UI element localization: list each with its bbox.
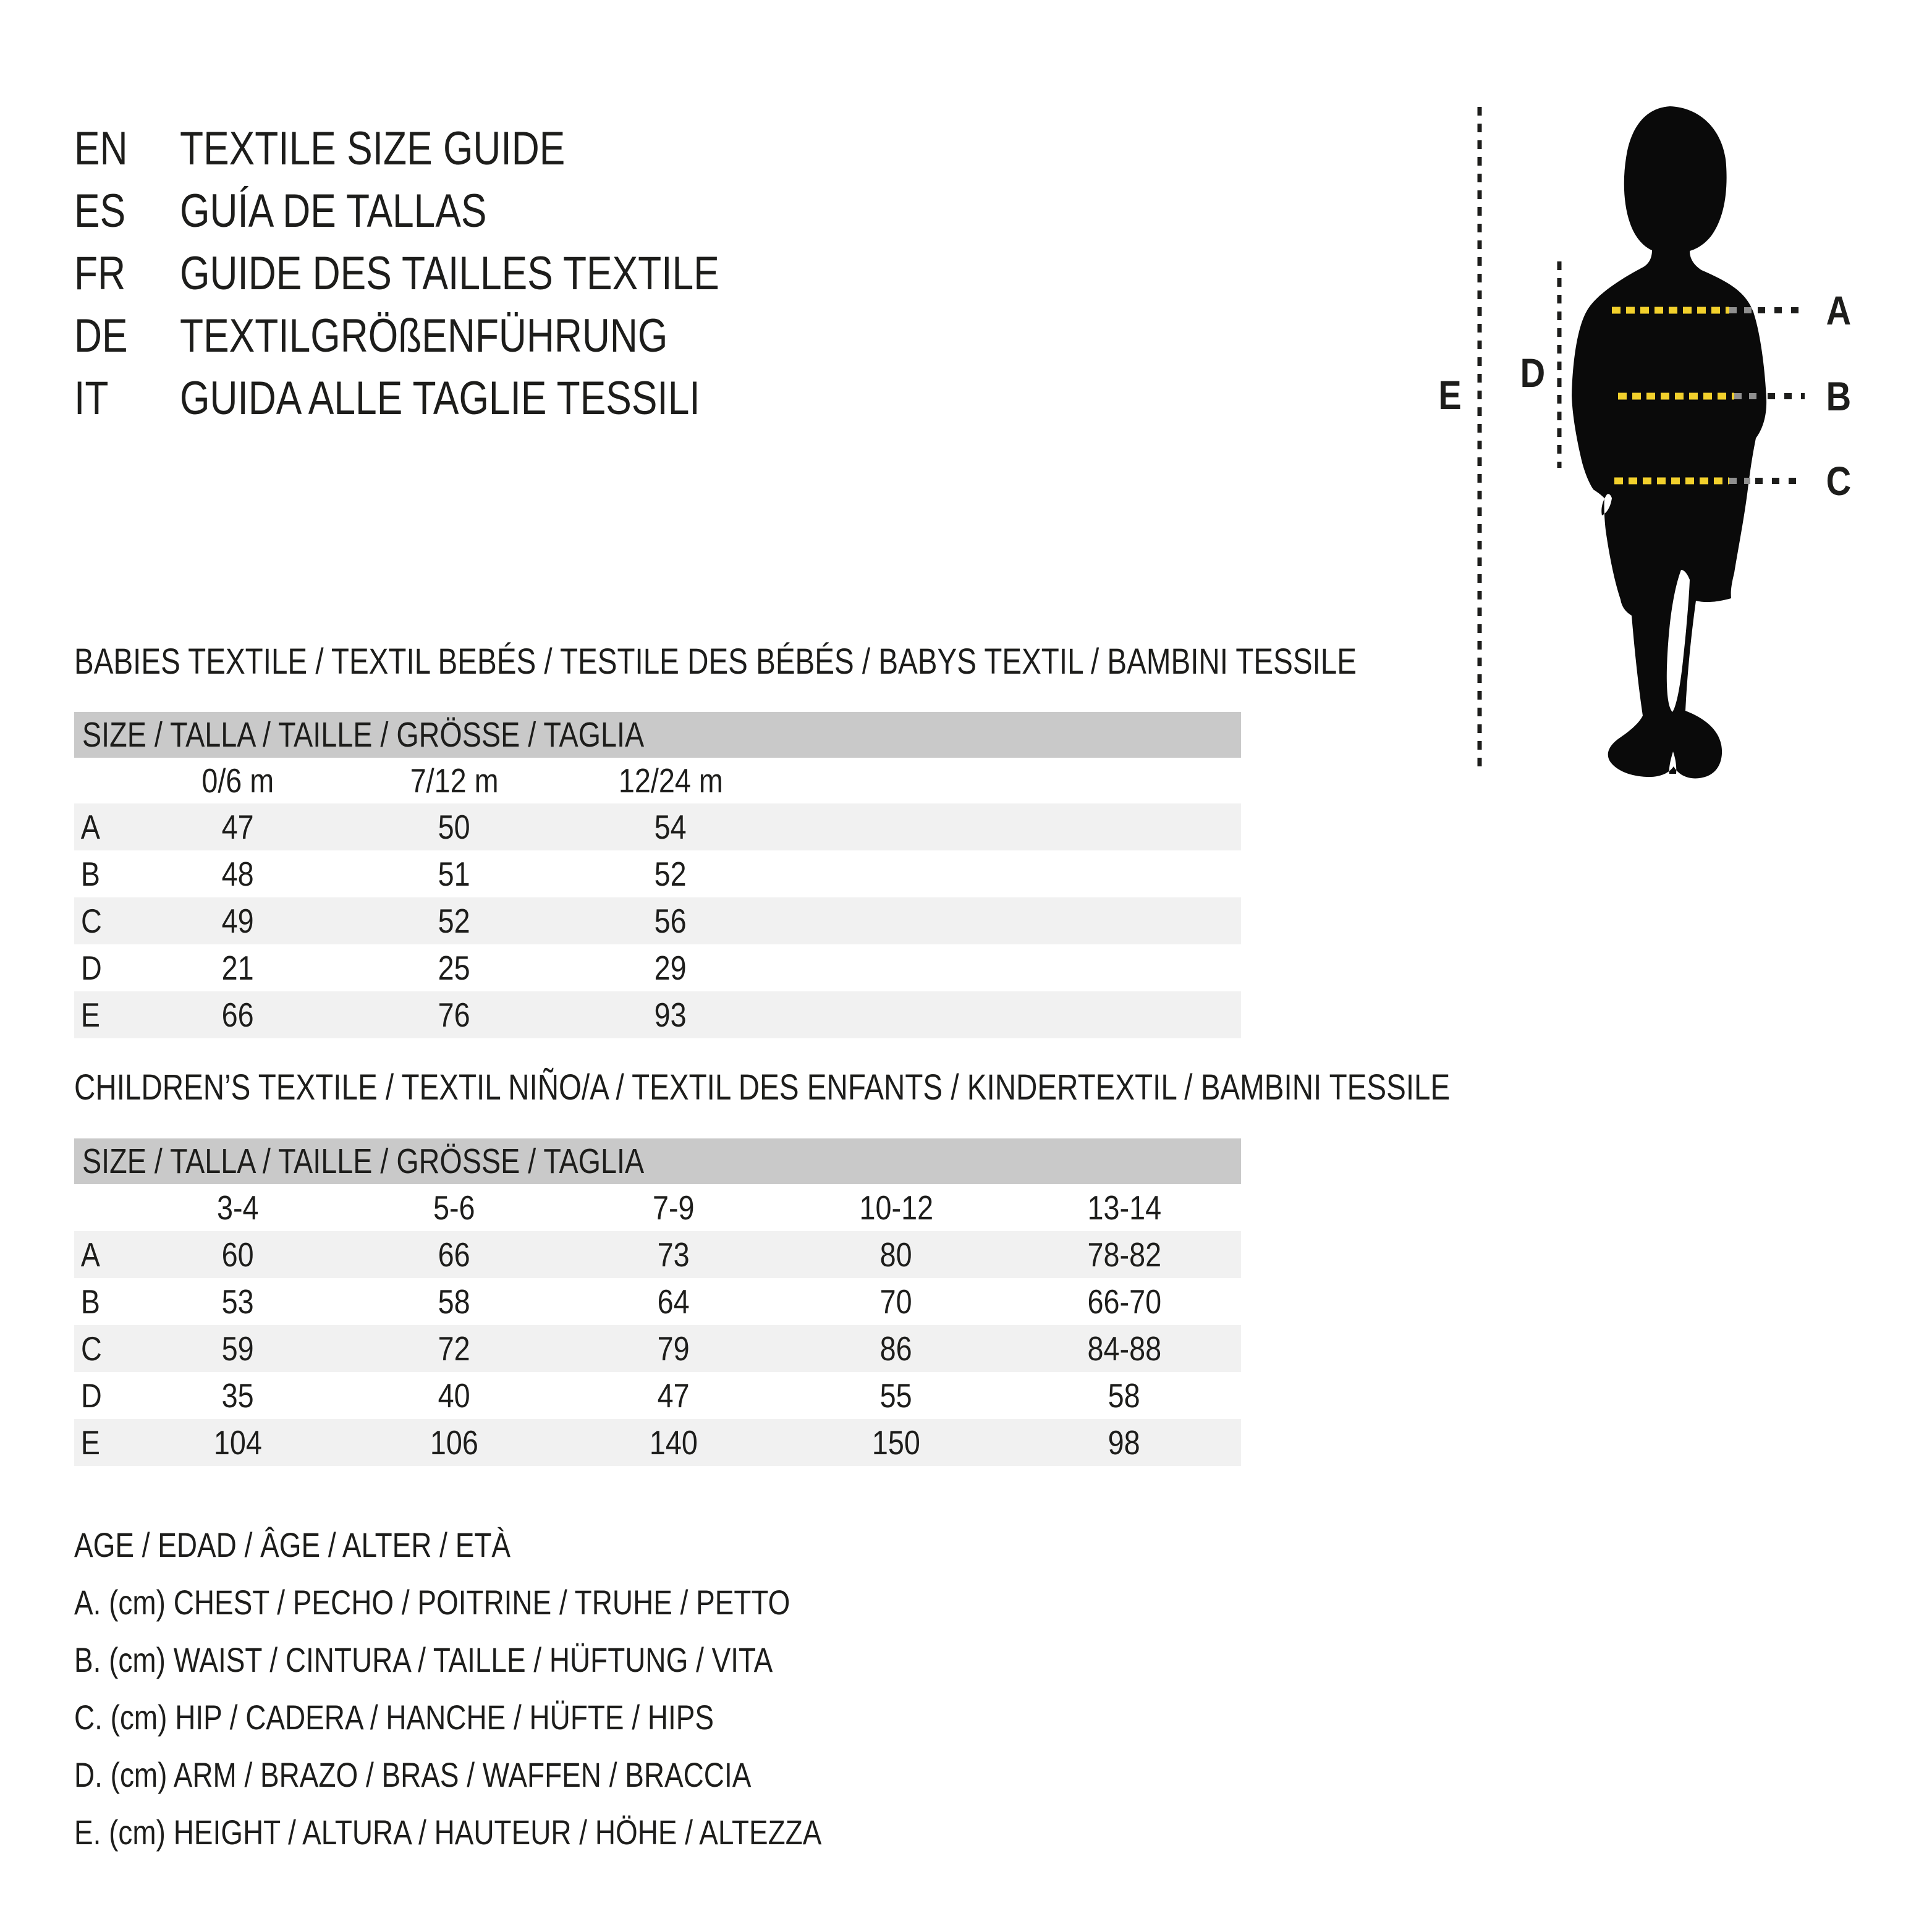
legend-hip: C. (cm) HIP / CADERA / HANCHE / HÜFTE / HIPS	[74, 1698, 714, 1737]
value-cell: 55	[879, 1376, 913, 1415]
babies-row-d	[74, 944, 1241, 991]
value-cell: 78-82	[1087, 1235, 1161, 1274]
value-cell: 40	[438, 1376, 471, 1415]
babies-row-c	[74, 897, 1241, 944]
children-row-c	[74, 1325, 1241, 1372]
value-cell: 104	[213, 1423, 262, 1462]
value-cell: 49	[221, 902, 255, 940]
value-cell: 84-88	[1087, 1329, 1161, 1368]
row-label: E	[80, 996, 100, 1034]
value-cell: 72	[438, 1329, 471, 1368]
value-cell: 106	[430, 1423, 478, 1462]
row-label: D	[80, 949, 102, 987]
row-label: C	[80, 902, 102, 940]
value-cell: 66	[221, 996, 255, 1034]
legend-waist: B. (cm) WAIST / CINTURA / TAILLE / HÜFTUNG / VITA	[74, 1640, 773, 1679]
babies-size-header-bar: SIZE / TALLA / TAILLE / GRÖSSE / TAGLIA	[74, 712, 1241, 758]
measure-label-height-e: E	[1438, 372, 1462, 418]
value-cell: 52	[654, 855, 687, 893]
babies-col-0-6m: 0/6 m	[201, 761, 274, 800]
row-label: E	[80, 1423, 100, 1462]
row-label: C	[80, 1329, 102, 1368]
babies-section-title: BABIES TEXTILE / TEXTIL BEBÉS / TESTILE DES BÉBÉS / BABYS TEXTIL / BAMBINI TESSILE	[74, 642, 1357, 682]
value-cell: 47	[221, 808, 255, 846]
children-row-d	[74, 1372, 1241, 1419]
value-cell: 70	[879, 1282, 913, 1321]
babies-row-b	[74, 850, 1241, 897]
value-cell: 51	[438, 855, 471, 893]
babies-size-table	[74, 712, 1241, 1038]
value-cell: 25	[438, 949, 471, 987]
value-cell: 64	[657, 1282, 690, 1321]
children-col-10-12: 10-12	[859, 1188, 933, 1227]
children-size-header-bar: SIZE / TALLA / TAILLE / GRÖSSE / TAGLIA	[74, 1138, 1241, 1184]
lang-title-it: GUIDA ALLE TAGLIE TESSILI	[180, 372, 700, 425]
children-col-3-4: 3-4	[217, 1188, 259, 1227]
lang-row-de	[74, 305, 775, 367]
child-silhouette-diagram	[1415, 87, 1932, 791]
lang-code-de: DE	[74, 310, 128, 362]
children-col-5-6: 5-6	[433, 1188, 475, 1227]
value-cell: 59	[221, 1329, 255, 1368]
children-section-title: CHILDREN’S TEXTILE / TEXTIL NIÑO/A / TEXTIL DES ENFANTS / KINDERTEXTIL / BAMBINI TESSILE	[74, 1067, 1451, 1108]
lang-title-fr: GUIDE DES TAILLES TEXTILE	[180, 247, 719, 300]
value-cell: 21	[221, 949, 255, 987]
lang-code-it: IT	[74, 372, 109, 425]
value-cell: 98	[1108, 1423, 1141, 1462]
value-cell: 48	[221, 855, 255, 893]
lang-row-en	[74, 118, 650, 180]
children-col-7-9: 7-9	[653, 1188, 695, 1227]
value-cell: 35	[221, 1376, 255, 1415]
row-label: A	[80, 1235, 100, 1274]
lang-title-de: TEXTILGRÖßENFÜHRUNG	[180, 310, 668, 362]
value-cell: 52	[438, 902, 471, 940]
value-cell: 47	[657, 1376, 690, 1415]
children-row-b	[74, 1278, 1241, 1325]
value-cell: 54	[654, 808, 687, 846]
value-cell: 58	[1108, 1376, 1141, 1415]
value-cell: 29	[654, 949, 687, 987]
row-label: B	[80, 1282, 100, 1321]
value-cell: 140	[649, 1423, 698, 1462]
row-label: A	[80, 808, 100, 846]
babies-column-header-row	[74, 758, 1241, 803]
babies-row-e	[74, 991, 1241, 1038]
legend-height: E. (cm) HEIGHT / ALTURA / HAUTEUR / HÖHE / ALTEZZA	[74, 1813, 822, 1852]
children-row-a	[74, 1231, 1241, 1278]
value-cell: 66-70	[1087, 1282, 1161, 1321]
row-label: B	[80, 855, 100, 893]
value-cell: 150	[871, 1423, 920, 1462]
value-cell: 66	[438, 1235, 471, 1274]
legend-chest: A. (cm) CHEST / PECHO / POITRINE / TRUHE / PETTO	[74, 1583, 790, 1622]
value-cell: 60	[221, 1235, 255, 1274]
children-row-e	[74, 1419, 1241, 1466]
value-cell: 56	[654, 902, 687, 940]
corner-cell	[74, 758, 130, 803]
measure-label-chest-a: A	[1826, 287, 1852, 333]
value-cell: 79	[657, 1329, 690, 1368]
lang-title-es: GUÍA DE TALLAS	[180, 185, 487, 237]
value-cell: 73	[657, 1235, 690, 1274]
measure-label-waist-b: B	[1826, 373, 1852, 419]
legend-arm: D. (cm) ARM / BRAZO / BRAS / WAFFEN / BRACCIA	[74, 1755, 752, 1794]
value-cell: 53	[221, 1282, 255, 1321]
children-col-13-14: 13-14	[1087, 1188, 1161, 1227]
children-size-table	[74, 1138, 1241, 1466]
babies-row-a	[74, 803, 1241, 850]
lang-title-en: TEXTILE SIZE GUIDE	[180, 122, 566, 175]
lang-row-fr	[74, 243, 838, 305]
row-label: D	[80, 1376, 102, 1415]
legend-age: AGE / EDAD / ÂGE / ALTER / ETÀ	[74, 1525, 511, 1564]
value-cell: 86	[879, 1329, 913, 1368]
measure-label-arm-d: D	[1520, 350, 1546, 396]
measure-label-hip-c: C	[1826, 458, 1852, 504]
lang-row-it	[74, 368, 815, 430]
babies-col-12-24m: 12/24 m	[618, 761, 723, 800]
value-cell: 80	[879, 1235, 913, 1274]
lang-code-en: EN	[74, 122, 128, 175]
lang-row-es	[74, 180, 554, 242]
lang-code-es: ES	[74, 185, 126, 237]
lang-code-fr: FR	[74, 247, 126, 300]
measurement-figure	[1415, 87, 1932, 791]
babies-col-7-12m: 7/12 m	[410, 761, 499, 800]
children-column-header-row	[74, 1184, 1241, 1231]
corner-cell	[74, 1184, 130, 1231]
value-cell: 76	[438, 996, 471, 1034]
value-cell: 58	[438, 1282, 471, 1321]
value-cell: 50	[438, 808, 471, 846]
value-cell: 93	[654, 996, 687, 1034]
